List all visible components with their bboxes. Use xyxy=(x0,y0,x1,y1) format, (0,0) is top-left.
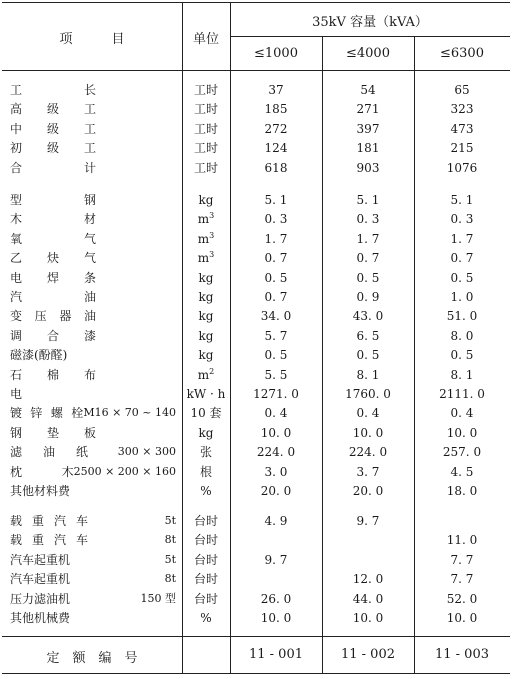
unit-text: kg xyxy=(198,290,214,304)
item-name: 中 级 工 xyxy=(10,121,96,136)
row-unit xyxy=(182,250,230,266)
unit-text: 台时 xyxy=(193,572,218,587)
item-spec: M16 × 70 ~ 140 xyxy=(83,406,176,420)
row-value-3: 8. 0 xyxy=(450,328,474,343)
row-value-1: 5. 7 xyxy=(264,328,288,343)
row-item xyxy=(10,140,176,156)
item-name: 载 重 汽 车 xyxy=(10,514,88,528)
row-value-2: 1760. 0 xyxy=(345,387,391,401)
unit-text: m xyxy=(197,251,210,266)
row-unit xyxy=(182,211,230,227)
row-unit xyxy=(182,347,230,363)
header-item: 项 目 xyxy=(59,32,125,47)
unit-text: 工时 xyxy=(193,160,218,175)
row-value-2: 0. 7 xyxy=(356,251,380,266)
row-value-1: 10. 0 xyxy=(260,425,292,440)
row-value-3: 4. 5 xyxy=(450,464,474,479)
row-item xyxy=(10,610,176,626)
row-value-2: 20. 0 xyxy=(352,484,384,498)
row-value-1: 272 xyxy=(264,121,288,136)
row-unit xyxy=(182,270,230,286)
row-value-2: 43. 0 xyxy=(352,309,384,324)
item-name: 其他机械费 xyxy=(10,611,71,625)
row-value-3: 7. 7 xyxy=(450,572,474,587)
unit-text: 根 xyxy=(199,464,212,479)
row-unit xyxy=(182,444,230,460)
item-spec: 150 型 xyxy=(140,591,176,605)
unit-text: m xyxy=(197,231,210,246)
row-unit xyxy=(182,532,230,548)
row-value-1: 1. 7 xyxy=(264,231,288,246)
row-value-3: 473 xyxy=(450,121,474,136)
row-item xyxy=(10,444,176,460)
item-name: 电 xyxy=(10,387,23,401)
row-value-3: 8. 1 xyxy=(450,367,474,382)
row-value-1: 0. 3 xyxy=(264,212,288,227)
item-name: 木 材 xyxy=(10,212,96,227)
row-value-1 xyxy=(230,532,322,548)
row-value-3: 0. 4 xyxy=(450,406,474,421)
row-value-1: 224. 0 xyxy=(256,445,296,460)
row-unit xyxy=(182,289,230,305)
row-unit xyxy=(182,464,230,480)
row-value-3: 215 xyxy=(450,141,474,156)
unit-text: m xyxy=(197,367,210,382)
item-spec: 8t xyxy=(164,533,176,547)
item-name: 型 钢 xyxy=(10,193,96,207)
item-name: 滤 油 纸 xyxy=(10,445,88,460)
unit-exponent: 2 xyxy=(209,366,215,376)
unit-exponent: 3 xyxy=(209,250,215,260)
row-item xyxy=(10,82,176,98)
unit-text: 台时 xyxy=(193,552,218,567)
row-item xyxy=(10,425,176,441)
row-item xyxy=(10,231,176,247)
footer-top-rule xyxy=(2,636,510,637)
row-item xyxy=(10,464,176,480)
row-item xyxy=(10,552,176,568)
unit-text: kg xyxy=(198,425,214,440)
row-item xyxy=(10,386,176,402)
row-unit xyxy=(182,513,230,529)
quota-code-2: 11 - 002 xyxy=(340,647,395,662)
item-name: 工 长 xyxy=(10,83,96,97)
row-value-2: 44. 0 xyxy=(352,591,384,606)
row-value-2: 10. 0 xyxy=(352,611,384,625)
row-value-1: 20. 0 xyxy=(260,484,292,498)
row-value-2: 9. 7 xyxy=(356,514,380,528)
row-value-1: 0. 5 xyxy=(264,270,288,285)
row-value-1: 0. 4 xyxy=(264,406,288,421)
row-value-1: 0. 7 xyxy=(264,251,288,266)
row-unit xyxy=(182,610,230,626)
row-value-2: 0. 9 xyxy=(356,290,380,304)
row-value-3: 0. 3 xyxy=(450,212,474,227)
row-value-2: 5. 1 xyxy=(356,193,380,207)
item-name: 初 级 工 xyxy=(10,141,96,156)
item-name: 氧 气 xyxy=(10,231,96,246)
unit-text: kW · h xyxy=(186,387,226,401)
row-unit xyxy=(182,308,230,324)
row-value-2: 0. 3 xyxy=(356,212,380,227)
row-value-2: 224. 0 xyxy=(348,445,388,460)
row-value-2: 0. 5 xyxy=(356,270,380,285)
item-spec: 5t xyxy=(164,514,176,527)
row-value-1: 4. 9 xyxy=(264,514,288,528)
row-value-1: 618 xyxy=(264,160,288,175)
quota-table xyxy=(2,2,510,674)
row-value-2: 0. 5 xyxy=(356,348,380,363)
row-value-1 xyxy=(230,571,322,587)
row-item xyxy=(10,101,176,117)
row-value-1: 10. 0 xyxy=(260,611,292,625)
row-value-1: 34. 0 xyxy=(260,309,292,324)
table-top-rule xyxy=(2,2,510,3)
row-value-1: 0. 5 xyxy=(264,348,288,363)
header-unit: 单位 xyxy=(192,32,219,47)
row-unit xyxy=(182,231,230,247)
unit-text: 工时 xyxy=(193,141,218,156)
row-item xyxy=(10,328,176,344)
unit-text: m xyxy=(197,212,210,227)
unit-exponent: 3 xyxy=(209,211,215,221)
unit-text: 工时 xyxy=(193,83,218,97)
header-sub-rule xyxy=(230,36,510,37)
item-name: 乙 炔 气 xyxy=(10,251,96,266)
quota-code-1: 11 - 001 xyxy=(248,647,303,662)
unit-text: kg xyxy=(198,328,214,343)
row-unit xyxy=(182,140,230,156)
row-value-3: 10. 0 xyxy=(446,611,478,625)
row-value-3: 0. 7 xyxy=(450,251,474,266)
item-name: 载 重 汽 车 xyxy=(10,533,88,548)
row-value-3 xyxy=(414,513,510,529)
unit-text: kg xyxy=(198,193,214,207)
row-value-1: 185 xyxy=(264,102,288,117)
unit-text: 工时 xyxy=(193,102,218,117)
row-value-3: 51. 0 xyxy=(446,309,478,324)
row-item xyxy=(10,405,176,421)
item-spec: 5t xyxy=(164,552,176,566)
row-value-1: 3. 0 xyxy=(264,464,288,479)
item-name: 合 计 xyxy=(10,160,96,175)
row-unit xyxy=(182,328,230,344)
row-value-2: 397 xyxy=(356,121,380,136)
unit-text: 张 xyxy=(199,445,212,460)
row-value-2: 181 xyxy=(356,141,380,156)
row-value-2: 1. 7 xyxy=(356,231,380,246)
row-item xyxy=(10,160,176,176)
row-item xyxy=(10,483,176,499)
row-unit xyxy=(182,405,230,421)
row-item xyxy=(10,121,176,137)
row-item xyxy=(10,347,176,363)
row-item xyxy=(10,270,176,286)
row-value-2: 3. 7 xyxy=(356,464,380,479)
unit-text: 台时 xyxy=(193,591,218,606)
row-value-2: 0. 4 xyxy=(356,406,380,421)
row-value-3: 5. 1 xyxy=(450,193,474,207)
unit-text: 台时 xyxy=(193,533,218,548)
item-name: 枕 木 xyxy=(10,464,74,479)
row-value-1: 5. 5 xyxy=(264,367,288,382)
row-value-2: 6. 5 xyxy=(356,328,380,343)
row-value-1: 124 xyxy=(264,141,288,156)
row-item xyxy=(10,532,176,548)
header-capacity: 35kV 容量（kVA） xyxy=(312,15,428,30)
row-value-3: 1. 0 xyxy=(450,290,474,304)
row-unit xyxy=(182,101,230,117)
item-name: 高 级 工 xyxy=(10,102,96,117)
row-value-1: 5. 1 xyxy=(264,193,288,207)
row-unit xyxy=(182,571,230,587)
row-item xyxy=(10,571,176,587)
row-unit xyxy=(182,483,230,499)
row-value-3: 18. 0 xyxy=(446,484,478,498)
item-name: 磁漆(酚醛) xyxy=(10,348,68,363)
row-item xyxy=(10,250,176,266)
item-name: 调 合 漆 xyxy=(10,328,96,343)
row-value-1: 26. 0 xyxy=(260,591,292,606)
unit-text: 台时 xyxy=(193,514,218,528)
row-item xyxy=(10,211,176,227)
header-bottom-rule xyxy=(2,70,510,71)
row-value-1: 1271. 0 xyxy=(253,387,299,401)
item-name: 镀 锌 螺 栓 xyxy=(10,406,84,421)
row-item xyxy=(10,192,176,208)
row-item xyxy=(10,591,176,607)
row-value-1: 9. 7 xyxy=(264,552,288,567)
item-spec: 300 × 300 xyxy=(117,445,176,459)
item-name: 汽车起重机 xyxy=(10,572,71,587)
header-col-6300: ≤6300 xyxy=(440,46,484,61)
row-value-2 xyxy=(322,532,414,548)
row-value-2: 271 xyxy=(356,102,380,117)
row-unit xyxy=(182,552,230,568)
row-value-3: 257. 0 xyxy=(442,445,482,460)
row-value-3: 7. 7 xyxy=(450,552,474,567)
row-value-3: 10. 0 xyxy=(446,425,478,440)
row-item xyxy=(10,367,176,383)
item-name: 电 焊 条 xyxy=(10,270,96,285)
row-unit xyxy=(182,192,230,208)
row-value-3: 11. 0 xyxy=(446,533,478,548)
row-unit xyxy=(182,121,230,137)
row-value-1: 37 xyxy=(268,83,284,97)
item-name: 汽 油 xyxy=(10,290,96,304)
row-item xyxy=(10,513,176,529)
row-value-2 xyxy=(322,552,414,568)
row-value-3: 0. 5 xyxy=(450,348,474,363)
row-item xyxy=(10,289,176,305)
row-value-2: 8. 1 xyxy=(356,367,380,382)
row-unit xyxy=(182,591,230,607)
item-name: 汽车起重机 xyxy=(10,552,71,567)
row-unit xyxy=(182,82,230,98)
unit-text: kg xyxy=(198,348,214,363)
row-value-2: 10. 0 xyxy=(352,425,384,440)
row-item xyxy=(10,308,176,324)
item-name: 压力滤油机 xyxy=(10,591,71,606)
unit-text: % xyxy=(200,484,212,498)
unit-text: 10 套 xyxy=(190,406,222,421)
header-col-4000: ≤4000 xyxy=(346,46,390,61)
item-spec: 2500 × 200 × 160 xyxy=(73,464,176,478)
row-unit xyxy=(182,425,230,441)
unit-text: 工时 xyxy=(193,121,218,136)
item-name: 钢 垫 板 xyxy=(10,425,96,440)
footer-label: 定 额 编 号 xyxy=(46,651,138,666)
row-value-3: 0. 5 xyxy=(450,270,474,285)
unit-exponent: 3 xyxy=(209,230,215,240)
item-name: 变 压 器 油 xyxy=(10,309,96,324)
item-name: 其他材料费 xyxy=(10,484,71,498)
unit-text: % xyxy=(200,611,212,625)
row-value-2: 903 xyxy=(356,160,380,175)
row-value-3: 1. 7 xyxy=(450,231,474,246)
unit-text: kg xyxy=(198,309,214,324)
row-value-3: 65 xyxy=(454,83,470,97)
row-value-2: 12. 0 xyxy=(352,572,384,587)
row-unit xyxy=(182,386,230,402)
row-value-3: 52. 0 xyxy=(446,591,478,606)
row-unit xyxy=(182,160,230,176)
table-bottom-rule xyxy=(2,673,510,674)
row-value-3: 2111. 0 xyxy=(439,387,485,401)
row-value-3: 323 xyxy=(450,102,474,117)
header-col-1000: ≤1000 xyxy=(254,46,298,61)
quota-code-3: 11 - 003 xyxy=(434,647,489,662)
row-value-2: 54 xyxy=(360,83,376,97)
item-name: 石 棉 布 xyxy=(10,367,96,382)
row-unit xyxy=(182,367,230,383)
unit-text: kg xyxy=(198,270,214,285)
row-value-1: 0. 7 xyxy=(264,290,288,304)
row-value-3: 1076 xyxy=(446,160,478,175)
item-spec: 8t xyxy=(164,572,176,586)
